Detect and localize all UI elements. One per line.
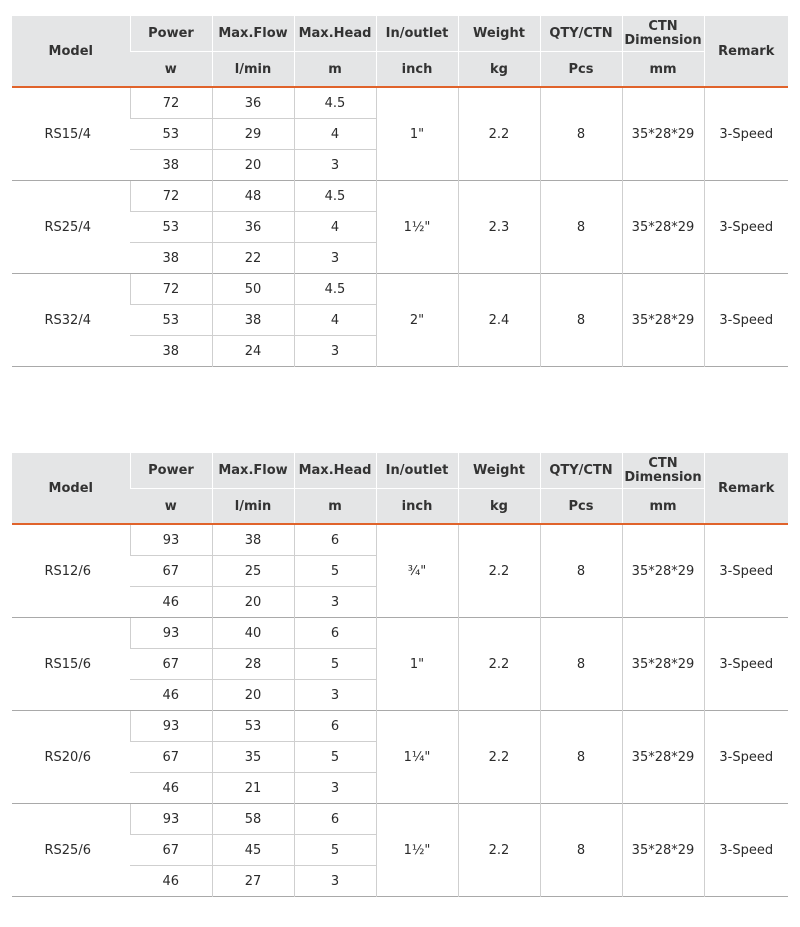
max-flow-cell: 50 <box>212 274 294 305</box>
max-flow-cell: 20 <box>212 587 294 618</box>
max-head-cell: 3 <box>294 587 376 618</box>
max-flow-cell: 35 <box>212 742 294 773</box>
power-cell: 67 <box>130 835 212 866</box>
weight-cell: 2.2 <box>458 524 540 618</box>
header-model: Model <box>12 16 130 87</box>
unit-qty-ctn: Pcs <box>540 52 622 88</box>
inoutlet-cell: 1" <box>376 618 458 711</box>
ctn-dimension-cell: 35*28*29 <box>622 618 704 711</box>
power-cell: 46 <box>130 587 212 618</box>
unit-max-flow: l/min <box>212 52 294 88</box>
header-max-flow: Max.Flow <box>212 16 294 52</box>
power-cell: 93 <box>130 711 212 742</box>
unit-ctn: mm <box>622 489 704 525</box>
power-cell: 93 <box>130 524 212 556</box>
unit-weight: kg <box>458 489 540 525</box>
max-flow-cell: 45 <box>212 835 294 866</box>
max-flow-cell: 38 <box>212 305 294 336</box>
ctn-dimension-cell: 35*28*29 <box>622 181 704 274</box>
header-ctn-line2: Dimension <box>624 32 702 48</box>
weight-cell: 2.2 <box>458 804 540 897</box>
power-cell: 93 <box>130 804 212 835</box>
max-flow-cell: 29 <box>212 119 294 150</box>
model-cell: RS15/4 <box>44 126 91 142</box>
max-head-cell: 3 <box>294 336 376 367</box>
ctn-dimension-cell: 35*28*29 <box>622 274 704 367</box>
power-cell: 67 <box>130 649 212 680</box>
max-head-cell: 4.5 <box>294 181 376 212</box>
header-power: Power <box>130 16 212 52</box>
power-cell: 46 <box>130 866 212 897</box>
ctn-dimension-cell: 35*28*29 <box>622 804 704 897</box>
qty-ctn-cell: 8 <box>540 274 622 367</box>
max-head-cell: 5 <box>294 649 376 680</box>
ctn-dimension-cell: 35*28*29 <box>622 524 704 618</box>
max-flow-cell: 36 <box>212 212 294 243</box>
weight-cell: 2.4 <box>458 274 540 367</box>
table-row <box>12 711 788 742</box>
inoutlet-cell: 1½" <box>376 181 458 274</box>
header-ctn-line1: CTN <box>648 455 678 471</box>
header-inoutlet: In/outlet <box>376 453 458 489</box>
unit-ctn: mm <box>622 52 704 88</box>
qty-ctn-cell: 8 <box>540 181 622 274</box>
power-cell: 53 <box>130 119 212 150</box>
qty-ctn-cell: 8 <box>540 711 622 804</box>
inoutlet-cell: 1" <box>376 87 458 181</box>
power-cell: 53 <box>130 212 212 243</box>
power-cell: 67 <box>130 742 212 773</box>
max-head-cell: 5 <box>294 742 376 773</box>
max-head-cell: 4 <box>294 212 376 243</box>
remark-cell: 3-Speed <box>704 711 788 804</box>
power-cell: 38 <box>130 150 212 181</box>
power-cell: 46 <box>130 680 212 711</box>
table-row <box>12 618 788 649</box>
max-flow-cell: 27 <box>212 866 294 897</box>
power-cell: 38 <box>130 243 212 274</box>
max-head-cell: 5 <box>294 835 376 866</box>
table-row <box>12 181 788 212</box>
model-cell: RS15/6 <box>12 618 130 711</box>
weight-cell: 2.2 <box>458 618 540 711</box>
max-head-cell: 3 <box>294 680 376 711</box>
unit-max-flow: l/min <box>212 489 294 525</box>
unit-power: w <box>130 52 212 88</box>
header-max-head: Max.Head <box>294 453 376 489</box>
max-flow-cell: 28 <box>212 649 294 680</box>
model-cell: RS12/6 <box>44 563 91 579</box>
header-remark: Remark <box>704 453 788 524</box>
model-cell: RS25/4 <box>12 181 130 274</box>
max-flow-cell: 40 <box>212 618 294 649</box>
table-row <box>12 804 788 835</box>
model-cell: RS32/4 <box>12 274 130 367</box>
weight-cell: 2.2 <box>458 711 540 804</box>
max-head-cell: 6 <box>294 804 376 835</box>
max-head-cell: 3 <box>294 150 376 181</box>
power-cell: 72 <box>130 274 212 305</box>
remark-cell: 3-Speed <box>704 804 788 897</box>
max-head-cell: 4 <box>294 305 376 336</box>
inoutlet-cell: ¾" <box>376 524 458 618</box>
header-ctn-line2: Dimension <box>624 469 702 485</box>
table-row <box>12 274 788 305</box>
max-head-cell: 6 <box>294 711 376 742</box>
inoutlet-cell: 1¼" <box>376 711 458 804</box>
power-cell: 72 <box>130 87 212 119</box>
spec-table-2 <box>12 453 788 897</box>
table-row <box>12 524 788 556</box>
header-power: Power <box>130 453 212 489</box>
model-cell: RS20/6 <box>12 711 130 804</box>
header-ctn-dimension <box>622 16 704 52</box>
max-head-cell: 4.5 <box>294 87 376 119</box>
unit-inoutlet: inch <box>376 52 458 88</box>
header-qty-ctn: QTY/CTN <box>540 453 622 489</box>
max-flow-cell: 53 <box>212 711 294 742</box>
spec-table-body <box>12 524 788 897</box>
inoutlet-cell: 1½" <box>376 804 458 897</box>
max-head-cell: 4 <box>294 119 376 150</box>
unit-weight: kg <box>458 52 540 88</box>
unit-qty-ctn: Pcs <box>540 489 622 525</box>
max-flow-cell: 36 <box>212 87 294 119</box>
power-cell: 67 <box>130 556 212 587</box>
max-head-cell: 6 <box>294 618 376 649</box>
max-flow-cell: 22 <box>212 243 294 274</box>
header-max-head: Max.Head <box>294 16 376 52</box>
max-flow-cell: 20 <box>212 680 294 711</box>
max-head-cell: 3 <box>294 866 376 897</box>
max-flow-cell: 58 <box>212 804 294 835</box>
unit-max-head: m <box>294 52 376 88</box>
qty-ctn-cell: 8 <box>540 804 622 897</box>
power-cell: 46 <box>130 773 212 804</box>
max-head-cell: 5 <box>294 556 376 587</box>
max-head-cell: 6 <box>294 524 376 556</box>
unit-power: w <box>130 489 212 525</box>
max-head-cell: 4.5 <box>294 274 376 305</box>
spec-table-1 <box>12 16 788 367</box>
header-ctn-dimension <box>622 453 704 489</box>
weight-cell: 2.3 <box>458 181 540 274</box>
header-remark: Remark <box>704 16 788 87</box>
inoutlet-cell: 2" <box>376 274 458 367</box>
header-qty-ctn: QTY/CTN <box>540 16 622 52</box>
max-head-cell: 3 <box>294 773 376 804</box>
power-cell: 72 <box>130 181 212 212</box>
header-ctn-line1: CTN <box>648 18 678 34</box>
ctn-dimension-cell: 35*28*29 <box>622 711 704 804</box>
header-weight: Weight <box>458 16 540 52</box>
power-cell: 38 <box>130 336 212 367</box>
unit-max-head: m <box>294 489 376 525</box>
max-flow-cell: 20 <box>212 150 294 181</box>
spec-table-body <box>12 87 788 367</box>
table-row <box>12 87 788 119</box>
remark-cell: 3-Speed <box>704 274 788 367</box>
header-weight: Weight <box>458 453 540 489</box>
ctn-dimension-cell: 35*28*29 <box>622 87 704 181</box>
header-inoutlet: In/outlet <box>376 16 458 52</box>
remark-cell: 3-Speed <box>704 524 788 618</box>
weight-cell: 2.2 <box>458 87 540 181</box>
header-model: Model <box>12 453 130 524</box>
qty-ctn-cell: 8 <box>540 618 622 711</box>
max-flow-cell: 24 <box>212 336 294 367</box>
header-max-flow: Max.Flow <box>212 453 294 489</box>
remark-cell: 3-Speed <box>704 181 788 274</box>
power-cell: 53 <box>130 305 212 336</box>
remark-cell: 3-Speed <box>704 87 788 181</box>
max-flow-cell: 38 <box>212 524 294 556</box>
unit-inoutlet: inch <box>376 489 458 525</box>
model-cell: RS25/6 <box>12 804 130 897</box>
max-flow-cell: 25 <box>212 556 294 587</box>
max-head-cell: 3 <box>294 243 376 274</box>
remark-cell: 3-Speed <box>704 618 788 711</box>
qty-ctn-cell: 8 <box>540 87 622 181</box>
power-cell: 93 <box>130 618 212 649</box>
max-flow-cell: 48 <box>212 181 294 212</box>
max-flow-cell: 21 <box>212 773 294 804</box>
qty-ctn-cell: 8 <box>540 524 622 618</box>
